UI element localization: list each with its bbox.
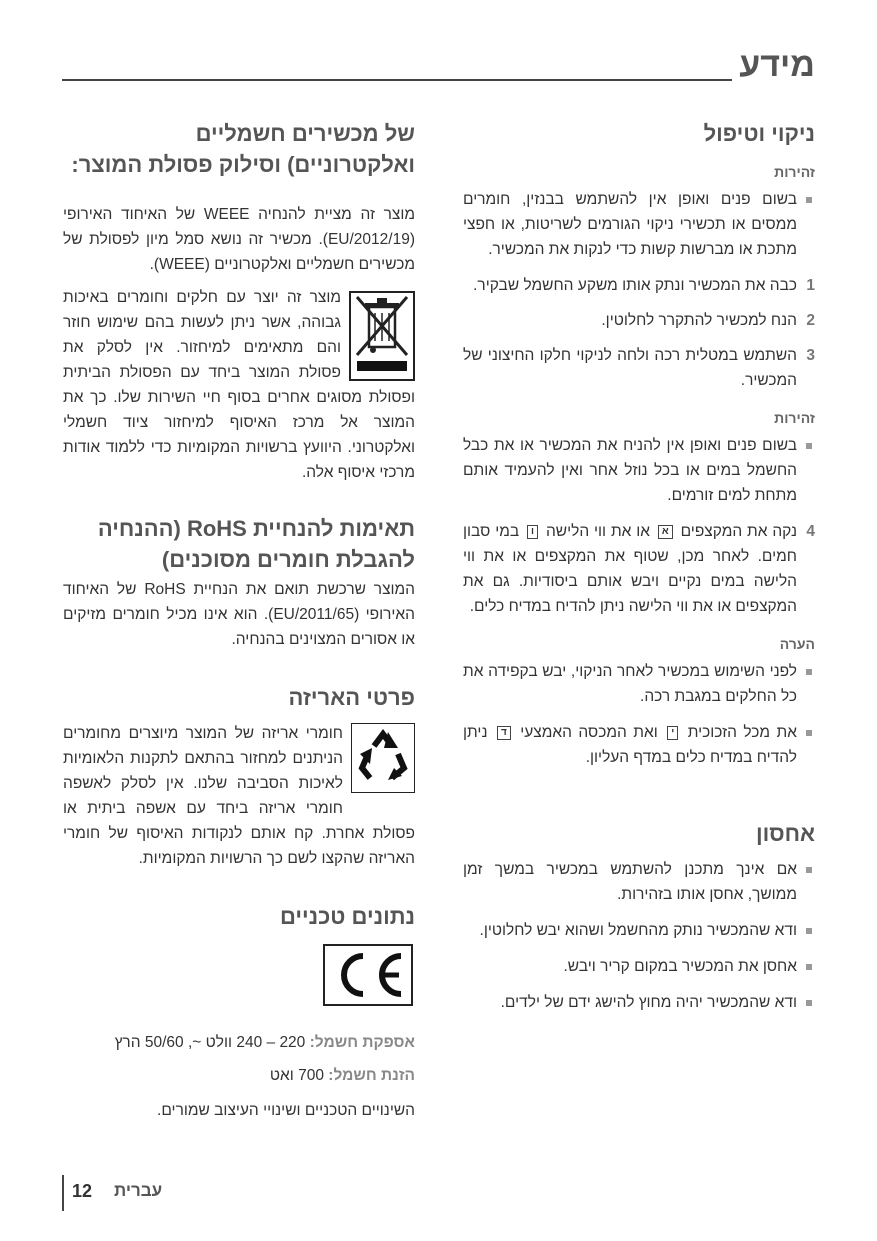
- note-label: הערה: [779, 636, 815, 652]
- cleaning-steps-continued: [463, 519, 815, 619]
- title-rule: [62, 79, 732, 81]
- storage-list: [463, 857, 815, 1015]
- list-item: ודא שהמכשיר נותק מהחשמל ושהוא יבש לחלוטין.: [463, 918, 815, 943]
- rohs-heading: תאימות להנחיית RoHS (ההנחיה להגבלת חומרים מסוכנים): [97, 516, 415, 572]
- note-text-part: ואת המכסה האמצעי: [520, 724, 658, 741]
- step-text: כבה את המכשיר ונתק אותו משקע החשמל שבקיר.: [473, 277, 797, 294]
- spec-label: הזנת חשמל:: [328, 1067, 415, 1084]
- list-item: [463, 720, 815, 770]
- part-label-box: א: [658, 525, 673, 539]
- warning-label: זהירות: [774, 164, 815, 180]
- step-text-part: במי סבון חמים. לאחר מכן, שטוף את המקצפים או את ווי הלישה במים נקיים ויבש אותם ביסודיות. גם את המקצפים או את ווי הלישה ניתן להדיח במדיח כלים.: [463, 523, 797, 615]
- step-item: [463, 308, 815, 333]
- step-number: 2: [806, 312, 815, 329]
- step-text-part: נקה את המקצפים: [680, 523, 798, 540]
- part-label-box: ד: [497, 726, 511, 740]
- language-label: עברית: [114, 1181, 163, 1200]
- note-text-part: ניתן להדיח במדיח כלים במדף העליון.: [463, 724, 797, 766]
- cleaning-heading: ניקוי וטיפול: [703, 121, 815, 146]
- list-item: ודא שהמכשיר יהיה מחוץ להישג ידם של ילדים.: [463, 990, 815, 1015]
- power-consumption-spec: [63, 1063, 415, 1088]
- rohs-paragraph: המוצר שרכשת תואם את הנחיית RoHS של האיחוד האירופי (EU/2011/65). הוא אינו מכיל חומרים מזיקים או אסורים המצוינים בהנחיה.: [63, 581, 416, 648]
- weee-heading: של מכשירים חשמליים ואלקטרוניים) וסילוק פסולת המוצר:: [71, 121, 415, 177]
- step-item: [463, 273, 815, 298]
- weee-paragraph: מוצר זה מציית להנחיה WEEE של האיחוד האירופי (EU/2012/19). מכשיר זה נושא סמל מיון לפסולת של מכשירים חשמליים ואלקטרוניים (WEEE).: [63, 206, 416, 273]
- packaging-paragraph: חומרי אריזה של המוצר מיוצרים מחומרים הניתנים למחזור בהתאם לתקנות הלאומיות לאיכות הסביבה שלנו. אין לסלק לאשפה חומרי אריזה ביחד עם אשפה ביתית או פסולת אחרת. קח אותם לנקודות האיסוף של חומרי האריזה שהקצו לשם כך הרשויות המקומיות.: [63, 725, 415, 867]
- power-supply-spec: [63, 1030, 415, 1055]
- crossed-bin-icon: [349, 291, 415, 381]
- list-item: לפני השימוש במכשיר לאחר הניקוי, יבש בקפידה את כל החלקים במגבת רכה.: [463, 659, 815, 709]
- spec-value: 700 ואט: [269, 1067, 324, 1084]
- page-footer: [62, 1175, 182, 1211]
- weee-recycling-paragraph: מוצר זה יוצר עם חלקים וחומרים באיכות גבוהה, אשר ניתן לעשות בהם שימוש חוזר והם מתאימים למיחזור. אין לסלק את פסולת המוצר ביחד עם הפסולת הביתית ופסולת מסוגים אחרים בסוף חיי השירות שלו. כך את המוצר אל מרכז האיסוף למיחזור ציוד חשמלי ואלקטרוני. היוועץ ברשויות המקומיות כדי ללמוד אודות מרכזי איסוף אלה.: [63, 289, 415, 481]
- spec-label: אספקת חשמל:: [309, 1034, 415, 1051]
- note-text-part: את מכל הזכוכית: [687, 724, 797, 741]
- list-item: בשום פנים ואופן אין להשתמש בבנזין, חומרים ממסים או תכשירי ניקוי הגורמים לשריטות, או חפצי מתכת או מברשות קשות כדי לנקות את המכשיר.: [463, 187, 815, 262]
- list-item: בשום פנים ואופן אין להניח את המכשיר או את כבל החשמל במים או בכל נוזל אחר ואין להעמיד אותם מתחת למים זורמים.: [463, 433, 815, 508]
- part-label-box: י: [667, 726, 678, 740]
- note-list: [463, 659, 815, 770]
- page-number: 12: [72, 1181, 93, 1201]
- step-item: [463, 343, 815, 393]
- step-number: 1: [806, 277, 815, 294]
- list-item: אחסן את המכשיר במקום קריר ויבש.: [463, 954, 815, 979]
- step-text: [463, 519, 797, 619]
- tech-heading: נתונים טכניים: [279, 904, 415, 929]
- step-item: [463, 519, 815, 619]
- packaging-block: [63, 721, 415, 871]
- step-text: הנח למכשיר להתקרר לחלוטין.: [601, 312, 797, 329]
- part-label-box: ו: [527, 525, 538, 539]
- weee-block: [63, 285, 415, 485]
- disclaimer: השינויים הטכניים ושינויי העיצוב שמורים.: [157, 1102, 415, 1119]
- spec-value: 220 – 240 וולט ~, 50/60 הרץ: [114, 1034, 306, 1051]
- cleaning-steps: [463, 273, 815, 393]
- step-text-part: או את ווי הלישה: [545, 523, 651, 540]
- recycle-icon: [351, 723, 415, 793]
- ce-mark-icon: [323, 944, 413, 1006]
- warning-list: [463, 433, 815, 508]
- step-text: השתמש במטלית רכה ולחה לניקוי חלקו החיצוני של המכשיר.: [463, 347, 797, 389]
- warning-label: זהירות: [774, 410, 815, 426]
- step-number: 3: [806, 347, 815, 364]
- left-column: [63, 118, 415, 1123]
- page-title: מידע: [739, 46, 815, 84]
- storage-heading: אחסון: [755, 821, 815, 846]
- list-item: אם אינך מתכנן להשתמש במכשיר במשך זמן ממושך, אחסן אותו בזהירות.: [463, 857, 815, 907]
- step-number: 4: [806, 523, 815, 540]
- warning-list: [463, 187, 815, 262]
- right-column: [463, 118, 815, 1026]
- packaging-heading: פרטי האריזה: [288, 685, 415, 710]
- footer-divider: [62, 1175, 64, 1211]
